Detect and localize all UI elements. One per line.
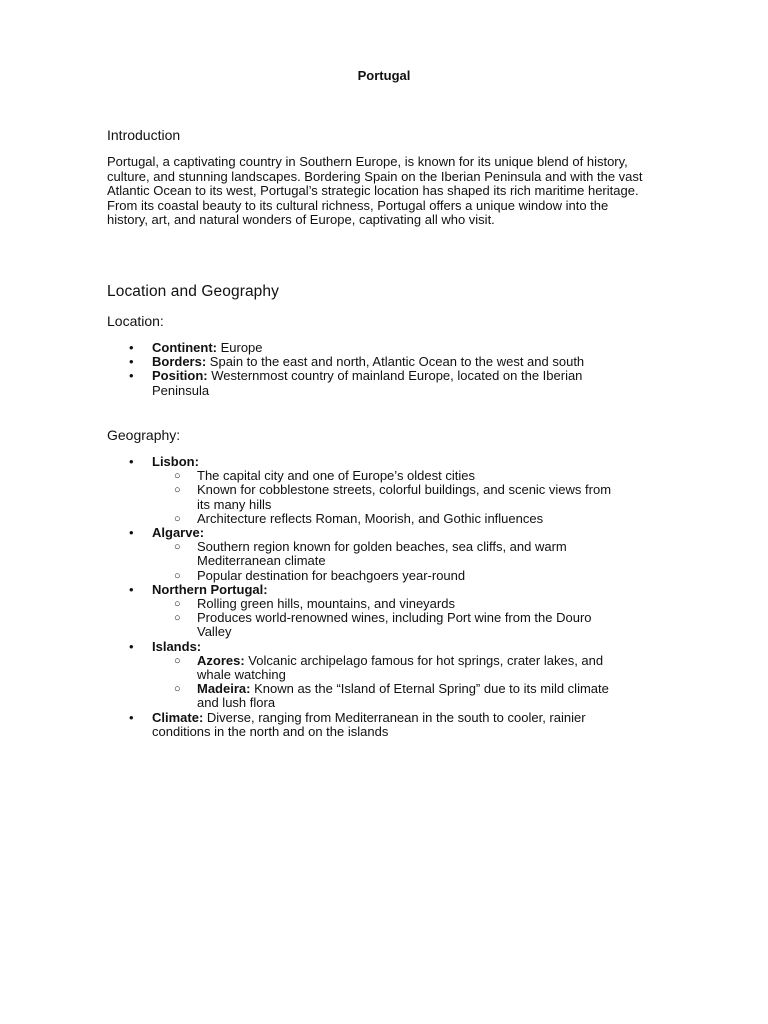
sub-list-item <box>152 682 627 710</box>
circle-bullet-icon: ○ <box>174 612 181 625</box>
sub-list-item <box>152 611 627 639</box>
circle-bullet-icon: ○ <box>174 541 181 554</box>
bullet-icon: • <box>129 638 134 654</box>
sub-list <box>152 597 627 640</box>
circle-bullet-icon: ○ <box>174 512 181 525</box>
item-label: Climate: <box>152 709 204 725</box>
sub-list-item <box>152 569 627 583</box>
sub-list-item <box>152 597 627 611</box>
circle-bullet-icon: ○ <box>174 683 181 696</box>
list-item <box>107 355 627 369</box>
item-text: Architecture reflects Roman, Moorish, and Gothic influences <box>197 510 544 526</box>
bullet-icon: • <box>129 709 134 725</box>
bullet-icon: • <box>129 581 134 597</box>
item-text: Produces world-renowned wines, including Port wine from the Douro Valley <box>197 610 592 640</box>
sub-list-item <box>152 483 627 511</box>
list-item <box>107 369 627 397</box>
intro-heading: Introduction <box>107 127 181 143</box>
item-label: Lisbon: <box>152 454 199 469</box>
item-text: Europe <box>216 340 263 355</box>
location-heading: Location: <box>107 313 164 329</box>
list-item <box>107 711 627 739</box>
list-item <box>107 583 627 640</box>
circle-bullet-icon: ○ <box>174 470 181 483</box>
bullet-icon: • <box>129 525 134 541</box>
item-label: Position: <box>152 368 208 384</box>
item-text: Volcanic archipelago famous for hot springs, crater lakes, and whale watching <box>197 652 604 683</box>
item-text: Southern region known for golden beaches, sea cliffs, and warm Mediterranean climate <box>197 539 567 569</box>
list-item <box>107 526 627 583</box>
circle-bullet-icon: ○ <box>174 598 181 611</box>
bullet-icon: • <box>129 454 134 469</box>
list-item <box>107 455 627 526</box>
bullet-icon: • <box>129 340 134 355</box>
item-label: Continent: <box>152 340 217 355</box>
sub-list-item <box>152 540 627 568</box>
item-label: Azores: <box>197 652 245 668</box>
item-text: Diverse, ranging from Mediterranean in the south to cooler, rainier conditions in the north and on the islands <box>152 709 586 739</box>
item-text: Popular destination for beachgoers year-round <box>197 567 466 583</box>
list-item <box>107 341 627 355</box>
item-label: Algarve: <box>152 525 205 541</box>
item-text: Rolling green hills, mountains, and vineyards <box>197 596 455 612</box>
geography-list <box>107 455 627 739</box>
bullet-icon: • <box>129 368 134 384</box>
sub-list <box>152 469 627 526</box>
item-label: Borders: <box>152 354 207 370</box>
item-text: The capital city and one of Europe’s oldest cities <box>197 468 475 484</box>
sub-list-item <box>152 469 627 483</box>
circle-bullet-icon: ○ <box>174 484 181 497</box>
item-label: Madeira: <box>197 681 251 697</box>
location-list <box>107 341 627 398</box>
sub-list-item <box>152 512 627 526</box>
sub-list-item <box>152 654 627 682</box>
list-item <box>107 640 627 711</box>
geography-heading: Geography: <box>107 427 181 443</box>
sub-list <box>152 540 627 583</box>
circle-bullet-icon: ○ <box>174 654 181 667</box>
circle-bullet-icon: ○ <box>174 569 181 582</box>
item-text: Westernmost country of mainland Europe, located on the Iberian Peninsula <box>152 368 583 398</box>
sub-list <box>152 654 627 711</box>
bullet-icon: • <box>129 354 134 370</box>
item-label: Islands: <box>152 638 202 654</box>
item-text: Known for cobblestone streets, colorful buildings, and scenic views from its many hills <box>197 482 612 512</box>
section-heading-location-geography: Location and Geography <box>107 283 279 300</box>
item-text: Spain to the east and north, Atlantic Ocean to the west and south <box>206 354 585 370</box>
item-text: Known as the “Island of Eternal Spring” due to its mild climate and lush flora <box>197 681 609 711</box>
item-label: Northern Portugal: <box>152 581 268 597</box>
intro-paragraph: Portugal, a captivating country in Southern Europe, is known for its unique blend of history, culture, and stunning landscapes. Bordering Spain on the Iberian Peninsula and with the vast Atlantic Ocean to its west, Portugal’s strategic location has shaped its rich maritime heritage. From its coastal beauty to its cultural richness, Portugal offers a unique window into the history, art, and natural wonders of Europe, captivating all who visit. <box>107 154 643 228</box>
document-title: Portugal <box>357 68 411 83</box>
